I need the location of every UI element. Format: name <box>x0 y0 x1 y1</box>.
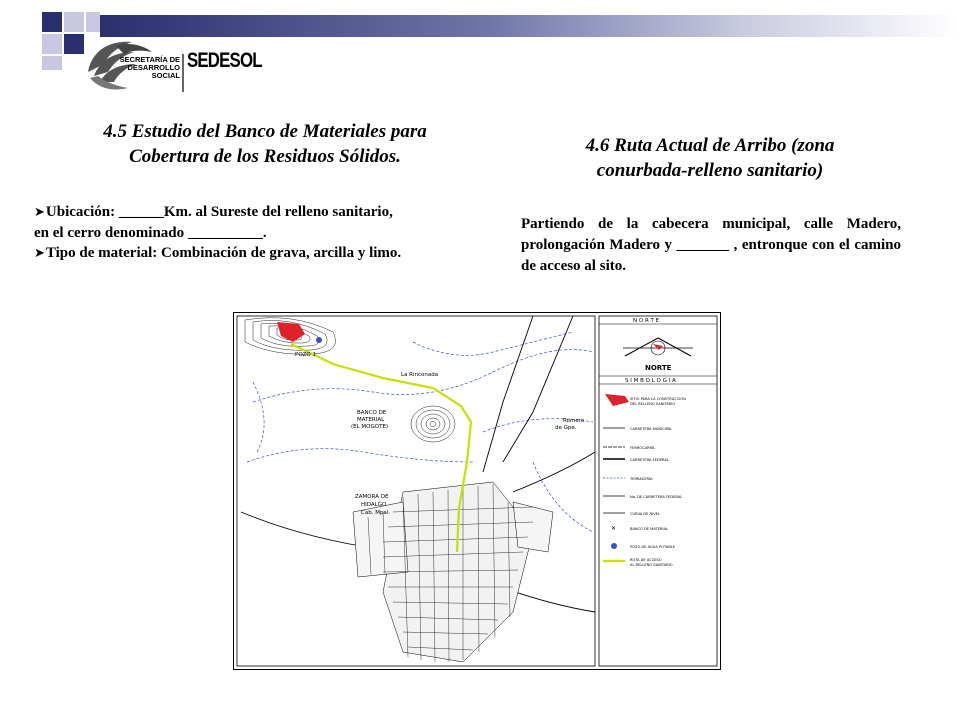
map-label-banco: BANCO DE <box>357 410 387 416</box>
north-header: N O R T E <box>633 318 660 324</box>
legend-title: S I M B O L O G I A <box>625 378 676 384</box>
route-paragraph: Partiendo de la cabecera municipal, calle Madero, prolongación Madero y _______ , entronque con el camino de acceso al sito. <box>521 216 901 274</box>
map-label-zamora: ZAMORA DE <box>355 494 389 500</box>
bullet-location: ➤Ubicación: ______Km. al Sureste del relleno sanitario, <box>34 204 393 220</box>
legend-symbol <box>611 543 617 549</box>
legend-label: FERROCARRIL <box>630 446 656 450</box>
svg-text:MATERIAL: MATERIAL <box>357 417 385 423</box>
section-4-5-bullets <box>34 202 489 264</box>
legend-label: CARRETERA MUNICIPAL <box>630 427 673 431</box>
legend-label: CARRETERA FEDERAL <box>630 458 669 462</box>
section-4-5-title: 4.5 Estudio del Banco de Materiales para Cobertura de los Residuos Sólidos. <box>103 121 427 167</box>
legend-label: DEL RELLENO SANITARIO <box>630 402 676 406</box>
north-label: NORTE <box>645 364 672 372</box>
decor-square <box>42 12 62 32</box>
decor-square <box>42 56 62 70</box>
legend-label: POZO DE AGUA POTABLE <box>630 545 676 549</box>
arrow-bullet-icon: ➤ <box>34 246 45 261</box>
legend-panel <box>599 316 717 666</box>
bullet-location-cont: en el cerro denominado __________. <box>34 225 267 241</box>
svg-text:(EL MOGOTE): (EL MOGOTE) <box>351 424 389 430</box>
decor-square <box>42 34 62 54</box>
legend-label: No. DE CARRETERA FEDERAL <box>630 495 683 499</box>
legend-label: CURVA DE NIVEL <box>630 512 660 516</box>
decor-square <box>64 12 84 32</box>
legend-label: RUTA DE ACCESO <box>630 558 662 562</box>
map-label-rinconada: La Rinconada <box>401 372 439 378</box>
svg-text:de Gpe.: de Gpe. <box>555 425 577 431</box>
arrow-bullet-icon: ➤ <box>34 205 45 220</box>
logo-secretaria-text: SECRETARÍA DE DESARROLLO SOCIAL <box>119 55 180 80</box>
legend-label: SITIO PARA LA CONSTRUCCIÓN <box>630 397 686 401</box>
legend-label: TERRACERÍA <box>630 477 653 481</box>
legend-label: AL RELLENO SANITARIO <box>630 563 673 567</box>
water-well-marker <box>316 337 322 343</box>
svg-text:✕: ✕ <box>611 526 617 532</box>
decor-square <box>86 12 100 32</box>
map-label-pozo: POZO 1 <box>295 352 316 358</box>
svg-text:Cab. Mpal.: Cab. Mpal. <box>361 510 391 516</box>
legend-symbol <box>611 526 616 532</box>
bullet-material: ➤Tipo de material: Combinación de grava, arcilla y limo. <box>34 245 402 261</box>
logo-brand-text: SEDESOL <box>187 49 262 72</box>
route-map <box>233 312 721 670</box>
map-label-romero: Romero <box>563 418 585 424</box>
section-4-6-title: 4.6 Ruta Actual de Arribo (zona conurbada-relleno sanitario) <box>585 135 835 181</box>
svg-text:HIDALGO: HIDALGO <box>361 502 387 508</box>
legend-label: BANCO DE MATERIAL <box>630 527 669 531</box>
